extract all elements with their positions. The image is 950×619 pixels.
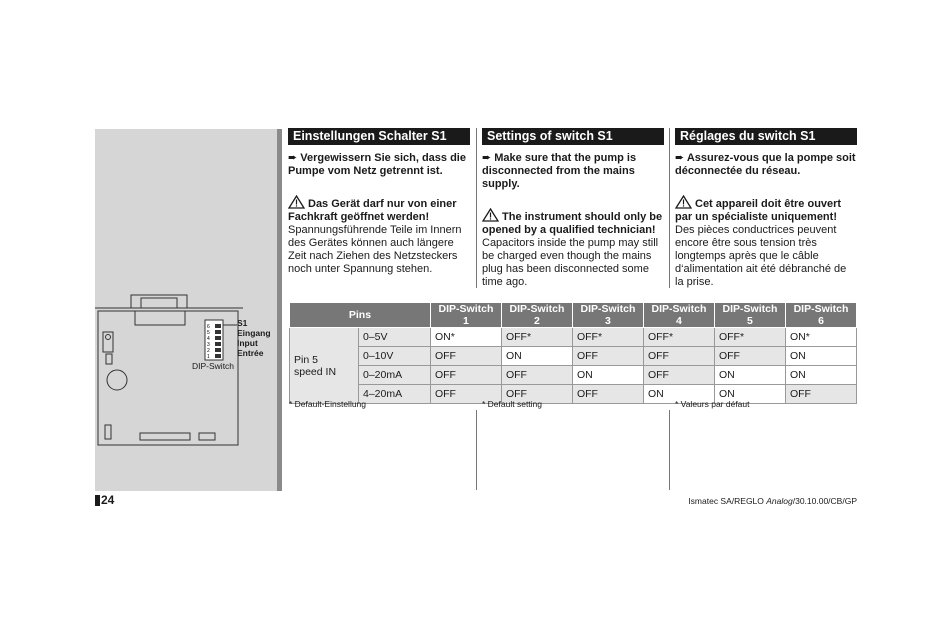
speed-in-label: speed IN [294, 365, 337, 378]
dip-number-3: 3 [207, 342, 210, 348]
mode-cell: 0–10V [359, 347, 431, 366]
warning-en [482, 208, 664, 289]
entree-label: Entrée [237, 348, 264, 358]
value-cell: OFF [430, 347, 501, 366]
dip-number-6: 6 [207, 324, 210, 330]
value-cell: ON [785, 347, 856, 366]
mode-cell: 0–20mA [359, 366, 431, 385]
footnote-en: * Default setting [482, 399, 543, 409]
header-dip-switch-5: DIP-Switch 5 [714, 303, 785, 328]
value-cell: OFF* [714, 328, 785, 347]
value-cell: OFF [714, 347, 785, 366]
footnote-de: * Default-Einstellung [289, 399, 367, 409]
eingang-label: Eingang [237, 328, 271, 338]
pin-cell [290, 328, 359, 404]
value-cell: OFF* [501, 328, 572, 347]
column-divider [476, 410, 477, 490]
warning-fr [675, 195, 857, 289]
warning-text-fr: Des pièces conductrices peuvent encore être sous tension très longtemps après que le câble d‘alimentation ait été débranché de la prise. [675, 224, 847, 288]
header-dip-switch-1: DIP-Switch 1 [430, 303, 501, 328]
page-number-marker [95, 495, 100, 506]
input-label: Input [237, 338, 258, 348]
header-dip-switch-6: DIP-Switch 6 [785, 303, 856, 328]
warning-title-fr: Cet appareil doit être ouvert par un spécialiste uniquement! [675, 198, 842, 223]
value-cell: OFF [572, 385, 643, 404]
document-reference [688, 496, 857, 506]
reference-suffix: /30.10.00/CB/GP [792, 496, 857, 506]
mode-cell: 0–5V [359, 328, 431, 347]
section-title-fr: Réglages du switch S1 [675, 128, 857, 145]
page-number-text: 24 [101, 493, 115, 507]
s1-label-group [237, 318, 271, 358]
table-row [290, 385, 857, 404]
column-divider [669, 410, 670, 490]
header-dip-switch-4: DIP-Switch 4 [643, 303, 714, 328]
table-row [290, 366, 857, 385]
table-row [290, 328, 857, 347]
value-cell: OFF* [572, 328, 643, 347]
dip-number-4: 4 [207, 336, 210, 342]
warning-triangle-icon [675, 195, 692, 209]
value-cell: OFF [643, 347, 714, 366]
value-cell: OFF [501, 385, 572, 404]
reference-italic: Analog [766, 496, 793, 506]
mode-cell: 4–20mA [359, 385, 431, 404]
dip-switch-table [289, 302, 857, 404]
value-cell: OFF [785, 385, 856, 404]
value-cell: ON* [785, 328, 856, 347]
value-cell: OFF [430, 366, 501, 385]
table-row [290, 347, 857, 366]
footnote-fr: * Valeurs par défaut [675, 399, 750, 409]
column-divider [476, 128, 477, 288]
dip-number-2: 2 [207, 348, 210, 354]
value-cell: ON [501, 347, 572, 366]
warning-triangle-icon [288, 195, 305, 209]
s1-label: S1 [237, 318, 248, 328]
warning-triangle-icon [482, 208, 499, 222]
dip-number-1: 1 [207, 354, 210, 360]
value-cell: OFF [501, 366, 572, 385]
warning-text-de: Spannungsführende Teile im Innern des Gerätes können auch längere Zeit nach Ziehen des Netzsteckers noch unter Spannung stehen. [288, 224, 462, 275]
value-cell: OFF [430, 385, 501, 404]
header-dip-switch-2: DIP-Switch 2 [501, 303, 572, 328]
dip-switch-label: DIP-Switch [192, 361, 235, 371]
value-cell: ON* [430, 328, 501, 347]
value-cell: ON [643, 385, 714, 404]
instruction-fr: ➨ Assurez-vous que la pompe soit déconnectée du réseau. [675, 152, 856, 177]
warning-title-en: The instrument should only be opened by a qualified technician! [482, 211, 663, 236]
value-cell: ON [714, 366, 785, 385]
value-cell: OFF [572, 347, 643, 366]
column-english [482, 128, 664, 289]
header-pins: Pins [290, 303, 431, 328]
page-number [95, 493, 114, 507]
column-divider [669, 128, 670, 288]
section-title-en: Settings of switch S1 [482, 128, 664, 145]
warning-title-de: Das Gerät darf nur von einer Fachkraft geöffnet werden! [288, 198, 457, 223]
reference-prefix: Ismatec SA/REGLO [688, 496, 767, 506]
value-cell: ON [714, 385, 785, 404]
value-cell: OFF [643, 366, 714, 385]
dip-number-5: 5 [207, 330, 210, 336]
instruction-en: ➨ Make sure that the pump is disconnected from the mains supply. [482, 152, 637, 190]
left-margin-edge [277, 129, 282, 491]
warning-de [288, 195, 470, 276]
circuit-board-diagram [95, 290, 275, 450]
value-cell: OFF* [643, 328, 714, 347]
section-title-de: Einstellungen Schalter S1 [288, 128, 470, 145]
value-cell: ON [785, 366, 856, 385]
instruction-de: ➨ Vergewissern Sie sich, dass die Pumpe vom Netz getrennt ist. [288, 152, 466, 177]
value-cell: ON [572, 366, 643, 385]
column-german [288, 128, 470, 276]
table-header-row [290, 303, 857, 328]
header-dip-switch-3: DIP-Switch 3 [572, 303, 643, 328]
column-french [675, 128, 857, 289]
warning-text-en: Capacitors inside the pump may still be charged even though the mains plug has been disconnected some time ago. [482, 237, 659, 288]
pin-label: Pin 5 [294, 353, 318, 366]
